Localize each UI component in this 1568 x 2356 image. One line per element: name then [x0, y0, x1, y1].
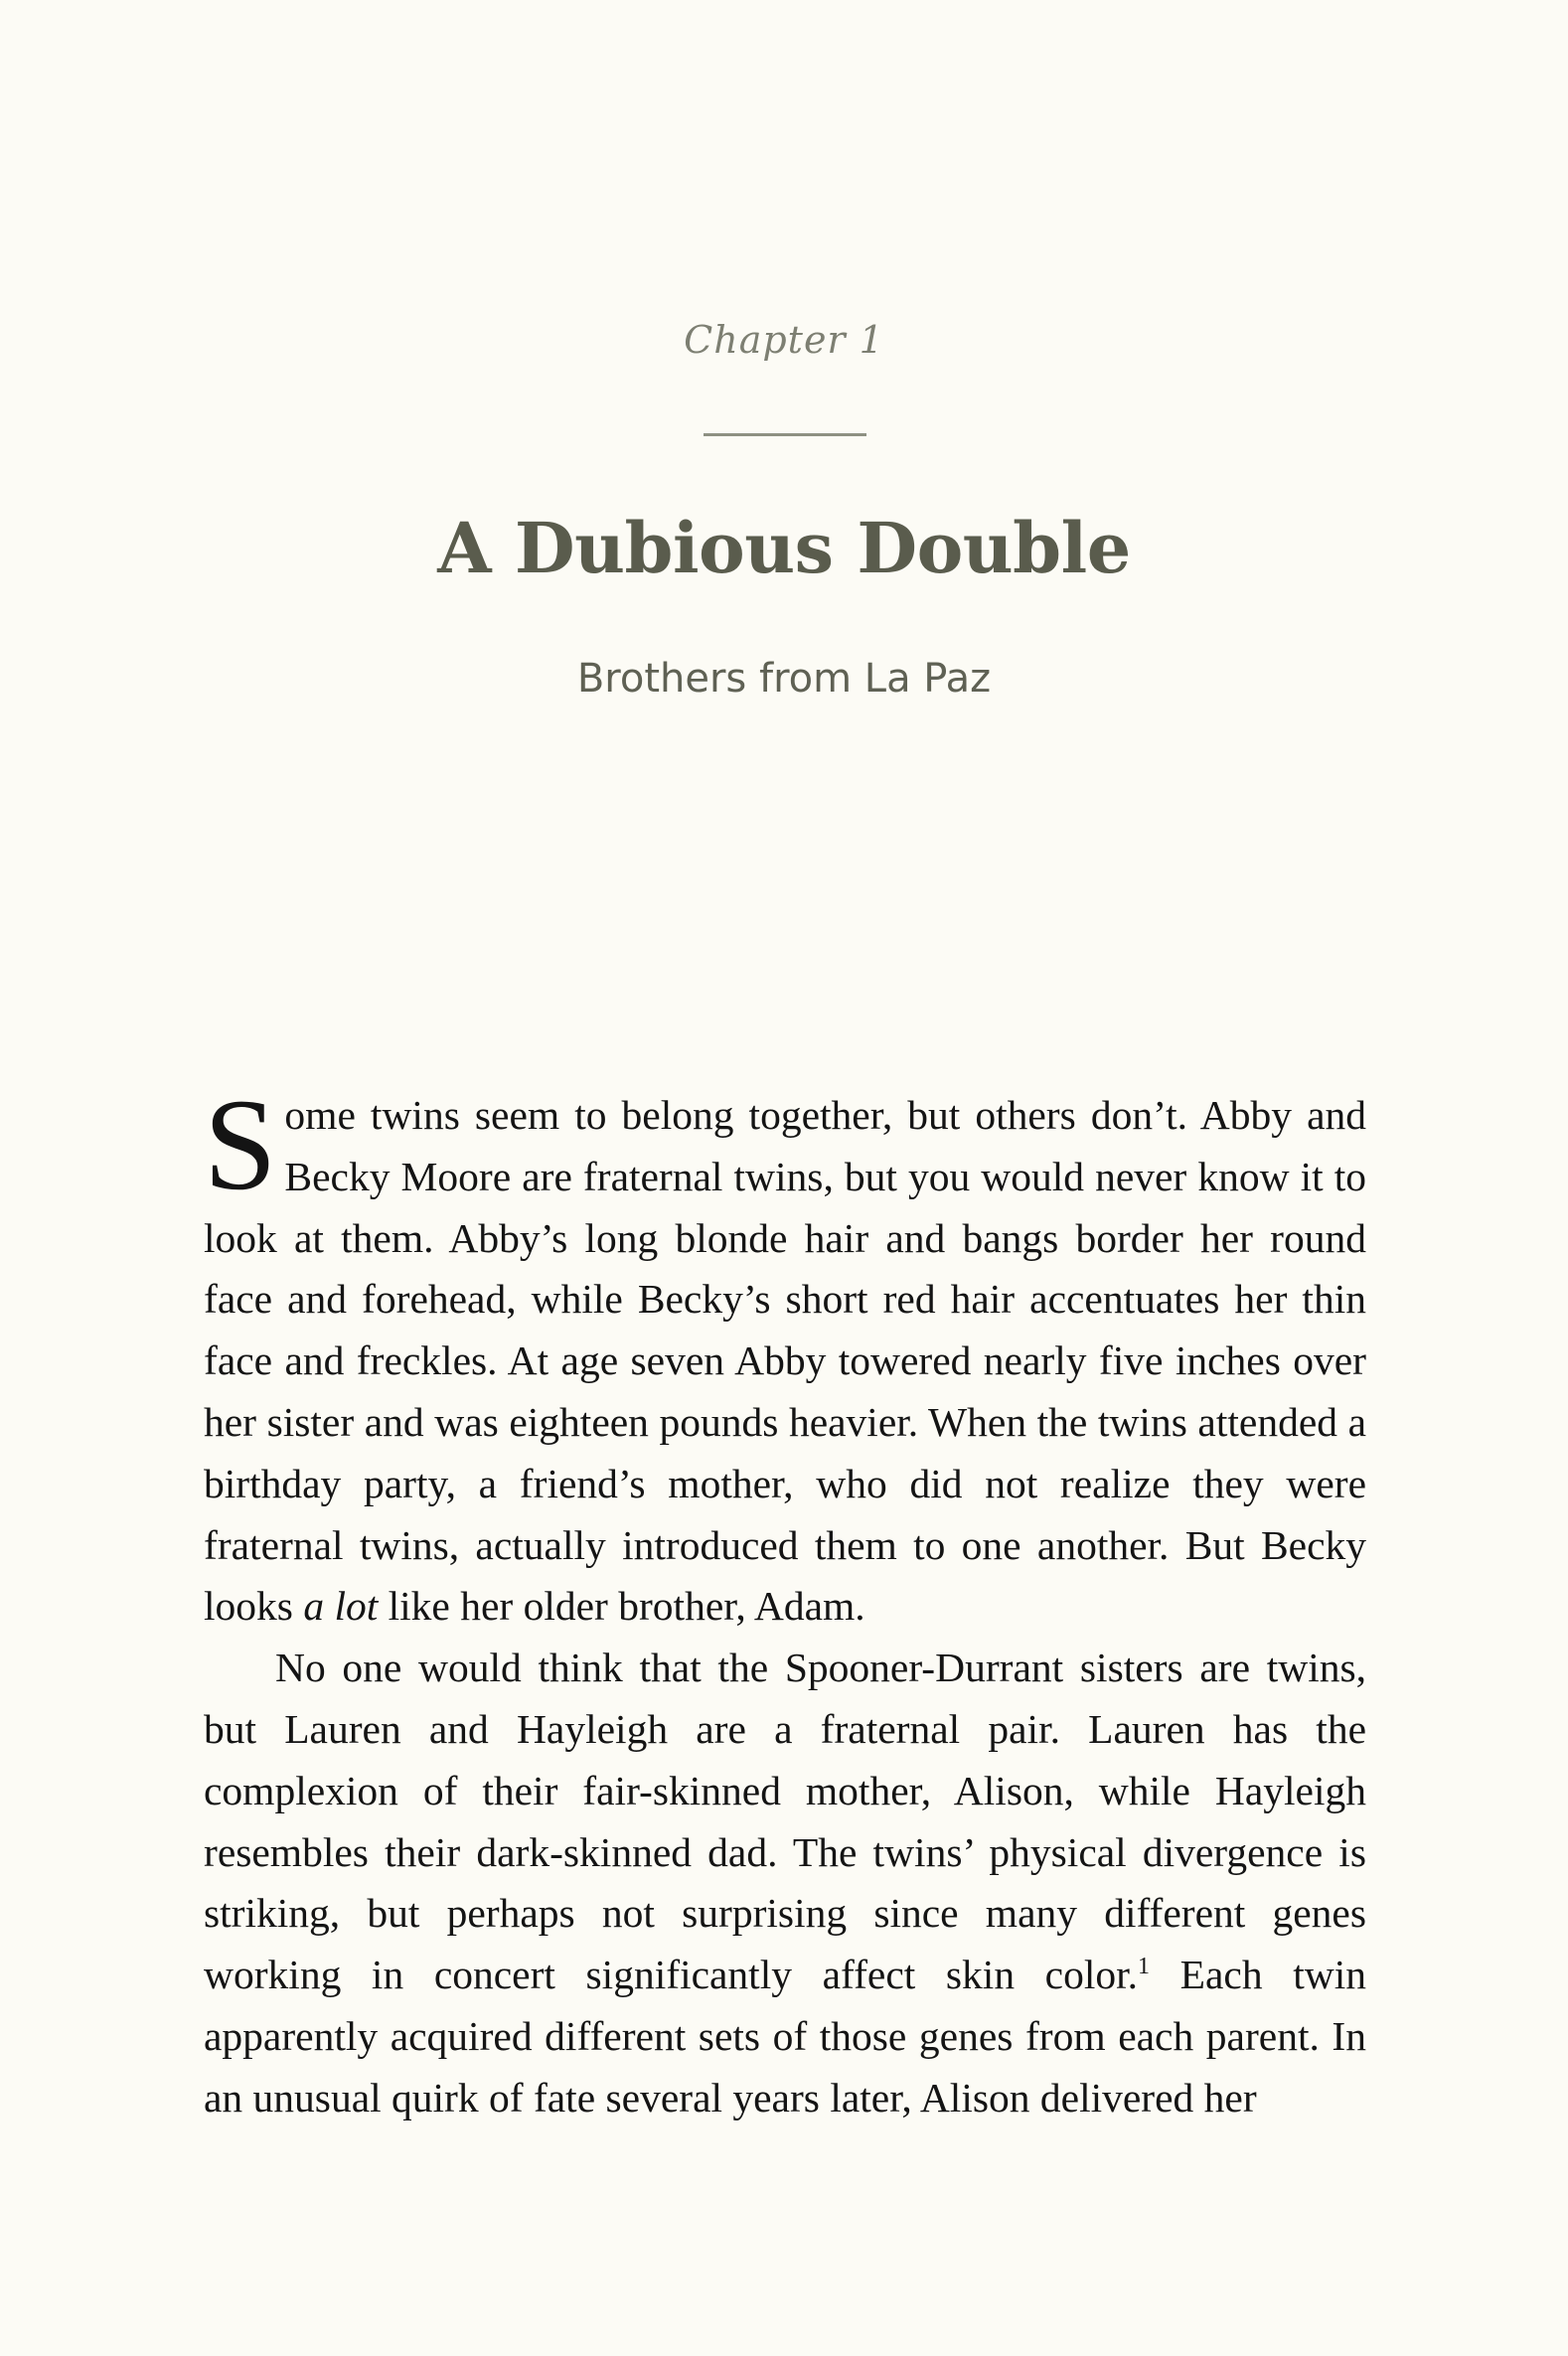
paragraph-2-text-a: No one would think that the Spooner-Durrant sisters are twins, but Lauren and Hayleigh are a fraternal pair. Lauren has the complexion of their fair-skinned mother, Alison, while Hayleigh resembles their dark-skinned dad. The twins’ physical divergence is striking, but perhaps not surprising since many different genes working in concert significantly affect skin color.: [204, 1645, 1366, 1998]
body-text: [204, 1071, 1366, 2129]
paragraph-2-text-b: Each twin apparently acquired different sets of those genes from each parent. In an unusual quirk of fate several years later, Alison delivered her: [204, 1952, 1366, 2120]
drop-cap: S: [204, 1071, 277, 1217]
paragraph-1-emphasis: a lot: [303, 1583, 379, 1630]
paragraph-1: [204, 1071, 1366, 1638]
paragraph-1-text-a: ome twins seem to belong together, but others don’t. Abby and Becky Moore are fraternal twins, but you would never know it to look at them. Abby’s long blonde hair and bangs border her round face and forehead, while Becky’s short red hair accentuates her thin face and freckles. At age seven Abby towered nearly five inches over her sister and was eighteen pounds heavier. When the twins attended a birthday party, a friend’s mother, who did not realize they were fraternal twins, actually introduced them to one another. But Becky looks: [204, 1092, 1366, 1630]
footnote-marker[interactable]: 1: [1138, 1954, 1151, 1980]
paragraph-1-text-b: like her older brother, Adam.: [378, 1583, 865, 1630]
chapter-label: Chapter 1: [684, 318, 884, 362]
paragraph-2: [204, 1638, 1366, 2128]
chapter-subtitle: Brothers from La Paz: [576, 656, 992, 702]
chapter-title: A Dubious Double: [437, 507, 1131, 589]
chapter-divider: [704, 433, 866, 436]
